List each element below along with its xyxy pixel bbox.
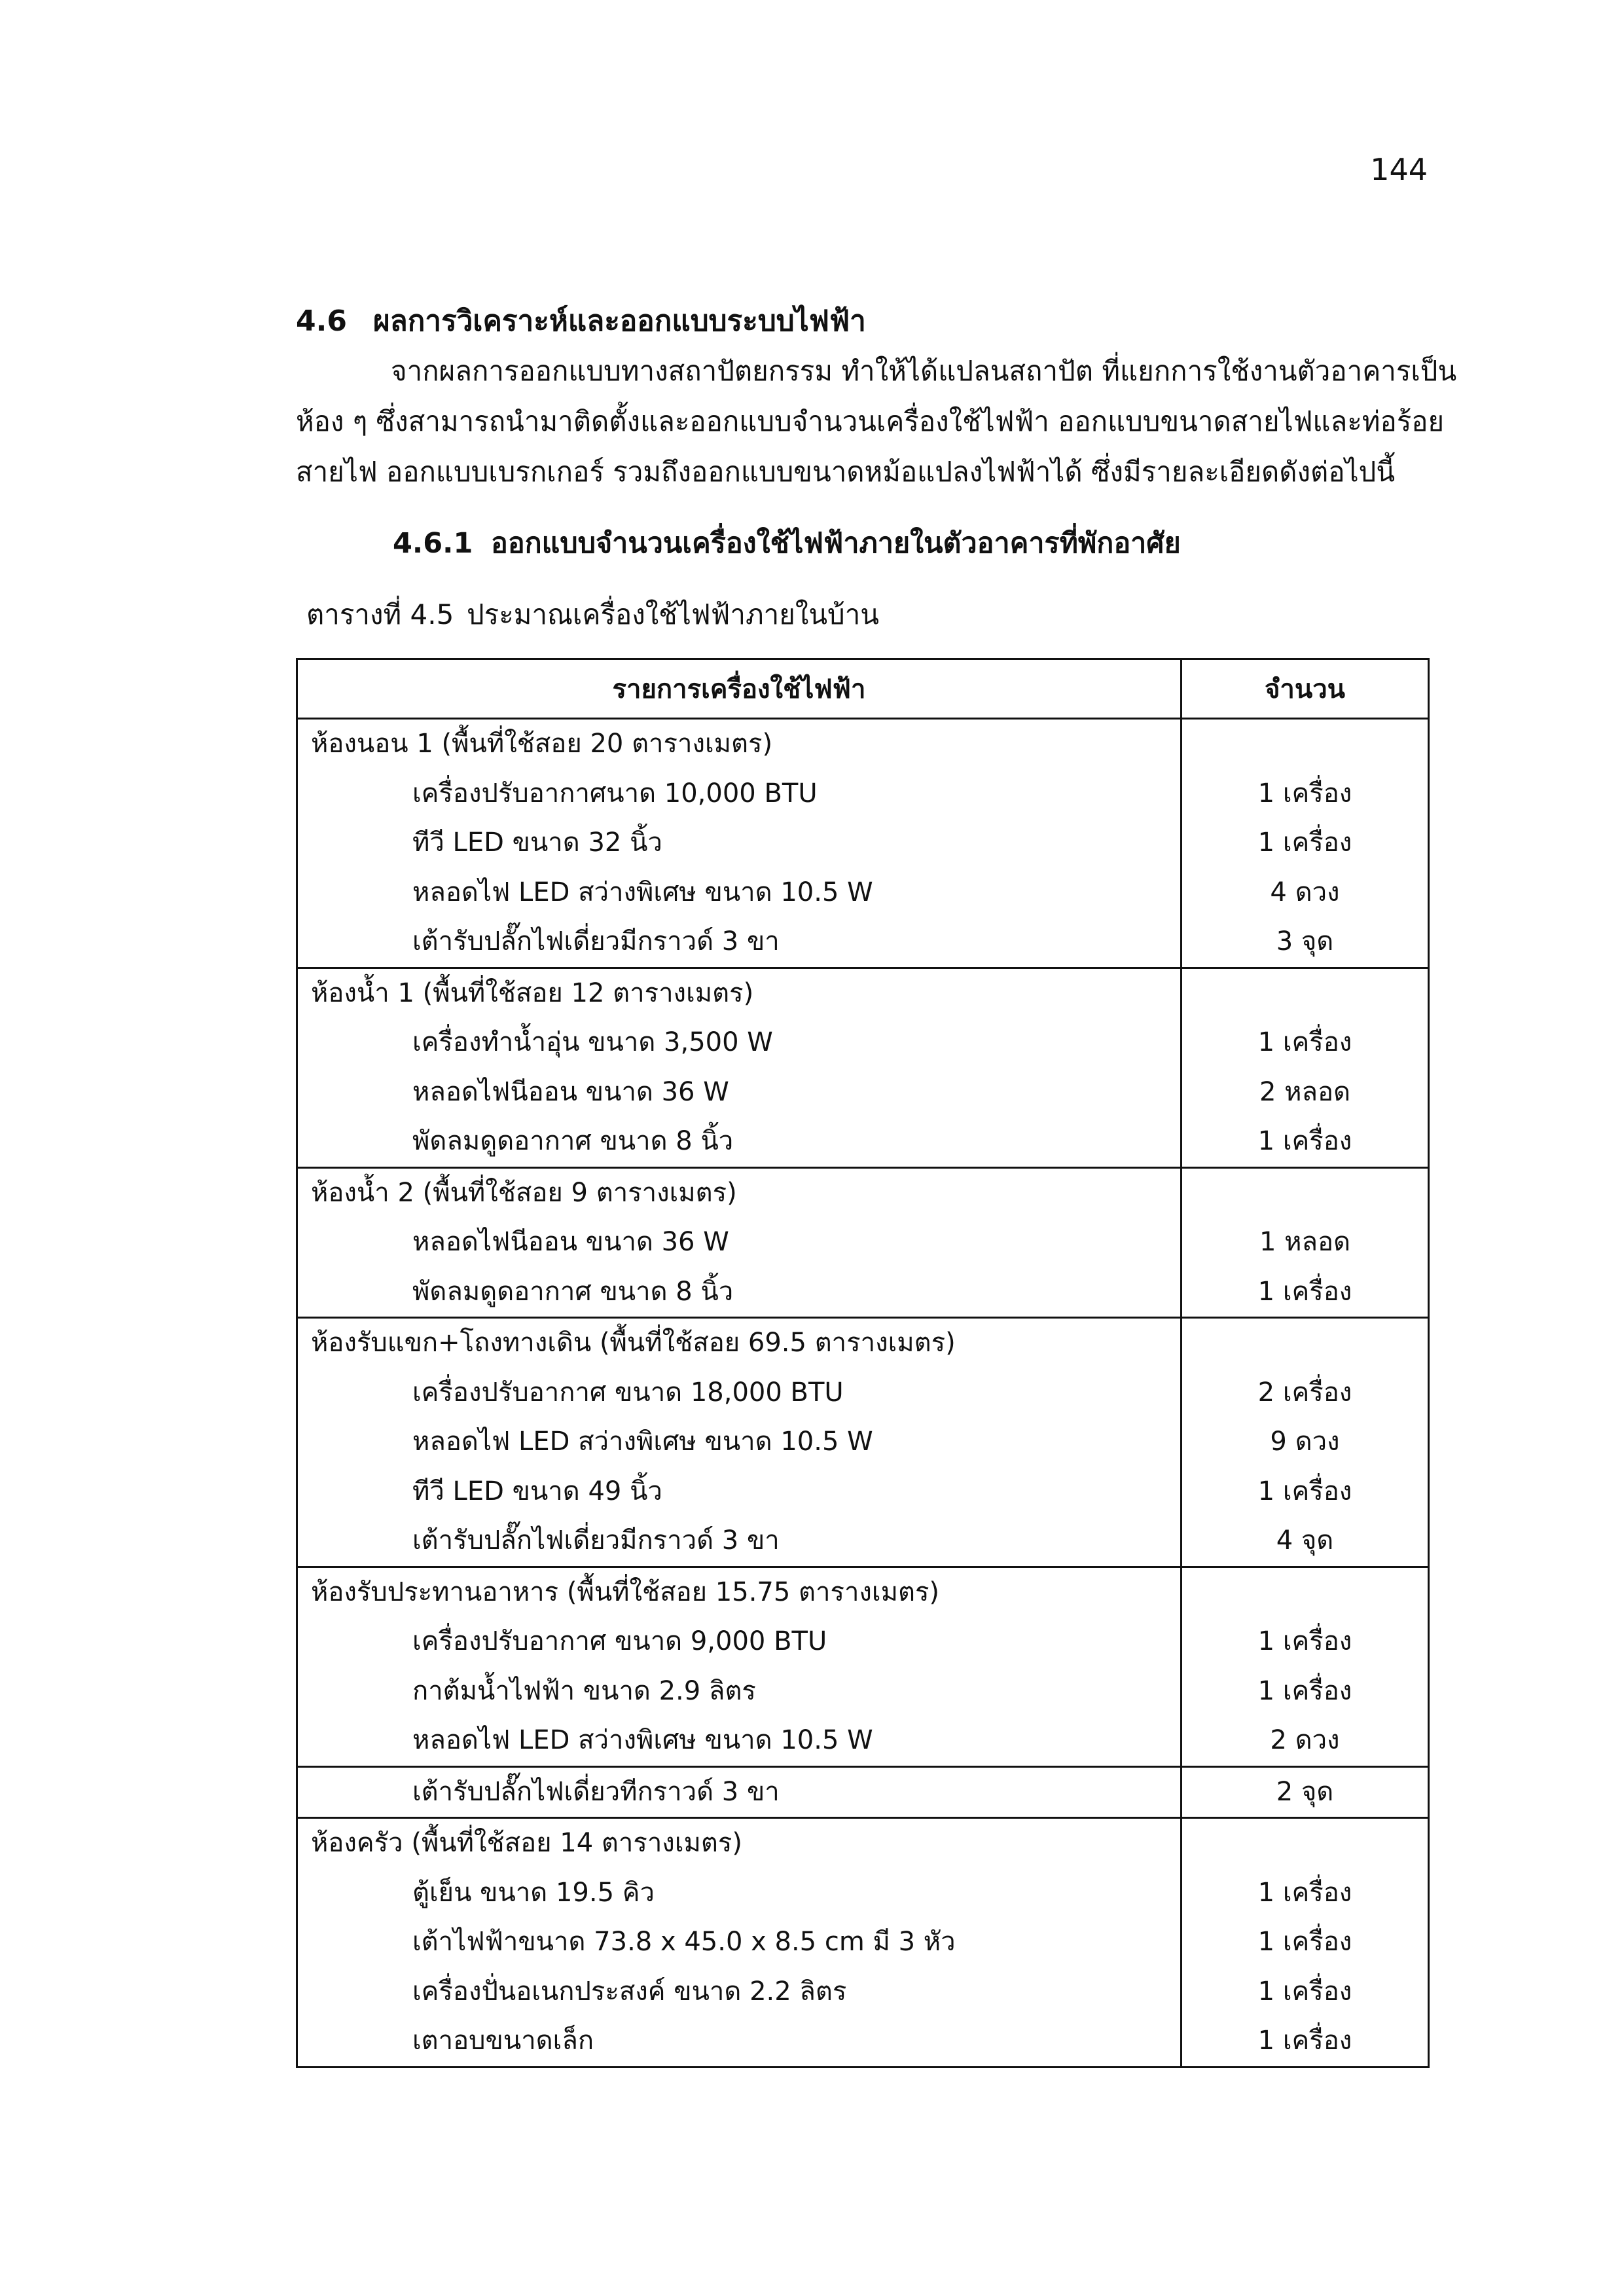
- quantity-cell: 2 หลอด: [1182, 1068, 1429, 1118]
- table-row: [297, 868, 1429, 918]
- table-row: [297, 1967, 1429, 2017]
- room-name: ห้องรับแขก+โถงทางเดิน (พื้นที่ใช้สอย 69.5 ตารางเมตร): [297, 1318, 1182, 1368]
- quantity-cell: [1182, 719, 1429, 769]
- room-row: [297, 968, 1429, 1018]
- appliance-name: เครื่องปรับอากาศ ขนาด 18,000 BTU: [297, 1368, 1182, 1418]
- quantity-cell: 1 หลอด: [1182, 1218, 1429, 1267]
- appliance-name: หลอดไฟ LED สว่างพิเศษ ขนาด 10.5 W: [297, 1716, 1182, 1766]
- room-row: [297, 1167, 1429, 1218]
- room-row: [297, 1318, 1429, 1368]
- paragraph-line: สายไฟ ออกแบบเบรกเกอร์ รวมถึงออกแบบขนาดหม้อแปลงไฟฟ้าได้ ซึ่งมีรายละเอียดดังต่อไปนี้: [296, 456, 1396, 488]
- quantity-cell: [1182, 1167, 1429, 1218]
- table-row: [297, 1068, 1429, 1118]
- table-row: [297, 1617, 1429, 1667]
- quantity-cell: 1 เครื่อง: [1182, 769, 1429, 819]
- appliance-name: พัดลมดูดอากาศ ขนาด 8 นิ้ว: [297, 1117, 1182, 1167]
- section-heading: [296, 298, 1474, 344]
- room-name: ห้องน้ำ 2 (พื้นที่ใช้สอย 9 ตารางเมตร): [297, 1167, 1182, 1218]
- quantity-cell: 1 เครื่อง: [1182, 2016, 1429, 2067]
- room-name: ห้องครัว (พื้นที่ใช้สอย 14 ตารางเมตร): [297, 1818, 1182, 1868]
- table-row: [297, 2016, 1429, 2067]
- appliance-name: เครื่องปรับอากาศนาด 10,000 BTU: [297, 769, 1182, 819]
- table-row: [297, 1368, 1429, 1418]
- room-row: [297, 1567, 1429, 1617]
- appliance-table: [296, 658, 1430, 2068]
- quantity-cell: 9 ดวง: [1182, 1417, 1429, 1467]
- appliance-name: หลอดไฟนีออน ขนาด 36 W: [297, 1068, 1182, 1118]
- appliance-name: เตาอบขนาดเล็ก: [297, 2016, 1182, 2067]
- appliance-name: เต้ารับปลั๊กไฟเดี่ยวทีกราวด์ 3 ขา: [297, 1766, 1182, 1818]
- page-number: 144: [1370, 152, 1428, 187]
- table-caption-text: ประมาณเครื่องใช้ไฟฟ้าภายในบ้าน: [467, 598, 879, 630]
- subsection-title: ออกแบบจำนวนเครื่องใช้ไฟฟ้าภายในตัวอาคารที่พักอาศัย: [491, 527, 1181, 560]
- quantity-cell: 1 เครื่อง: [1182, 1967, 1429, 2017]
- table-caption-number: ตารางที่ 4.5: [306, 598, 454, 630]
- appliance-name: พัดลมดูดอากาศ ขนาด 8 นิ้ว: [297, 1267, 1182, 1318]
- quantity-cell: 3 จุด: [1182, 917, 1429, 968]
- paragraph-line: จากผลการออกแบบทางสถาปัตยกรรม ทำให้ได้แปลนสถาปัต ที่แยกการใช้งานตัวอาคารเป็น: [391, 355, 1457, 387]
- quantity-cell: 1 เครื่อง: [1182, 1868, 1429, 1918]
- table-row: [297, 1766, 1429, 1818]
- table-row: [297, 1918, 1429, 1967]
- body-paragraph: [296, 346, 1457, 497]
- table-row: [297, 1716, 1429, 1766]
- table-row: [297, 1467, 1429, 1517]
- appliance-name: หลอดไฟ LED สว่างพิเศษ ขนาด 10.5 W: [297, 1417, 1182, 1467]
- room-row: [297, 719, 1429, 769]
- quantity-cell: 2 เครื่อง: [1182, 1368, 1429, 1418]
- quantity-cell: 1 เครื่อง: [1182, 1918, 1429, 1967]
- header-quantity: จำนวน: [1182, 659, 1429, 719]
- quantity-cell: 2 จุด: [1182, 1766, 1429, 1818]
- quantity-cell: 4 ดวง: [1182, 868, 1429, 918]
- table-header-row: [297, 659, 1429, 719]
- table-caption: [306, 593, 879, 636]
- appliance-name: หลอดไฟ LED สว่างพิเศษ ขนาด 10.5 W: [297, 868, 1182, 918]
- table-row: [297, 1417, 1429, 1467]
- appliance-name: เครื่องปรับอากาศ ขนาด 9,000 BTU: [297, 1617, 1182, 1667]
- table-row: [297, 1117, 1429, 1167]
- quantity-cell: 1 เครื่อง: [1182, 818, 1429, 868]
- table-row: [297, 769, 1429, 819]
- room-name: ห้องรับประทานอาหาร (พื้นที่ใช้สอย 15.75 ตารางเมตร): [297, 1567, 1182, 1617]
- subsection-number: 4.6.1: [393, 527, 473, 560]
- table-row: [297, 818, 1429, 868]
- paragraph-line: ห้อง ๆ ซึ่งสามารถนำมาติดตั้งและออกแบบจำนวนเครื่องใช้ไฟฟ้า ออกแบบขนาดสายไฟและท่อร้อย: [296, 405, 1445, 437]
- appliance-name: หลอดไฟนีออน ขนาด 36 W: [297, 1218, 1182, 1267]
- room-name: ห้องน้ำ 1 (พื้นที่ใช้สอย 12 ตารางเมตร): [297, 968, 1182, 1018]
- appliance-name: ตู้เย็น ขนาด 19.5 คิว: [297, 1868, 1182, 1918]
- section-number: 4.6: [296, 304, 347, 338]
- quantity-cell: 1 เครื่อง: [1182, 1667, 1429, 1717]
- room-row: [297, 1818, 1429, 1868]
- appliance-name: เครื่องทำน้ำอุ่น ขนาด 3,500 W: [297, 1018, 1182, 1068]
- appliance-name: เครื่องปั่นอเนกประสงค์ ขนาด 2.2 ลิตร: [297, 1967, 1182, 2017]
- appliance-name: เต้าไฟฟ้าขนาด 73.8 x 45.0 x 8.5 cm มี 3 หัว: [297, 1918, 1182, 1967]
- section-title: ผลการวิเคราะห์และออกแบบระบบไฟฟ้า: [373, 304, 866, 338]
- quantity-cell: 1 เครื่อง: [1182, 1267, 1429, 1318]
- quantity-cell: 4 จุด: [1182, 1516, 1429, 1567]
- header-item: รายการเครื่องใช้ไฟฟ้า: [297, 659, 1182, 719]
- table-row: [297, 1868, 1429, 1918]
- quantity-cell: [1182, 1818, 1429, 1868]
- appliance-name: เต้ารับปลั๊กไฟเดี่ยวมีกราวด์ 3 ขา: [297, 1516, 1182, 1567]
- appliance-name: ทีวี LED ขนาด 49 นิ้ว: [297, 1467, 1182, 1517]
- table-row: [297, 1667, 1429, 1717]
- quantity-cell: [1182, 1567, 1429, 1617]
- quantity-cell: [1182, 968, 1429, 1018]
- quantity-cell: 1 เครื่อง: [1182, 1467, 1429, 1517]
- subsection-heading: [393, 520, 1181, 565]
- room-name: ห้องนอน 1 (พื้นที่ใช้สอย 20 ตารางเมตร): [297, 719, 1182, 769]
- quantity-cell: 2 ดวง: [1182, 1716, 1429, 1766]
- table-body: [297, 719, 1429, 2068]
- appliance-name: เต้ารับปลั๊กไฟเดี่ยวมีกราวด์ 3 ขา: [297, 917, 1182, 968]
- appliance-name: กาต้มน้ำไฟฟ้า ขนาด 2.9 ลิตร: [297, 1667, 1182, 1717]
- quantity-cell: 1 เครื่อง: [1182, 1018, 1429, 1068]
- table-row: [297, 1018, 1429, 1068]
- quantity-cell: 1 เครื่อง: [1182, 1617, 1429, 1667]
- quantity-cell: 1 เครื่อง: [1182, 1117, 1429, 1167]
- table-row: [297, 1267, 1429, 1318]
- table-row: [297, 1218, 1429, 1267]
- table-row: [297, 917, 1429, 968]
- appliance-name: ทีวี LED ขนาด 32 นิ้ว: [297, 818, 1182, 868]
- table-row: [297, 1516, 1429, 1567]
- quantity-cell: [1182, 1318, 1429, 1368]
